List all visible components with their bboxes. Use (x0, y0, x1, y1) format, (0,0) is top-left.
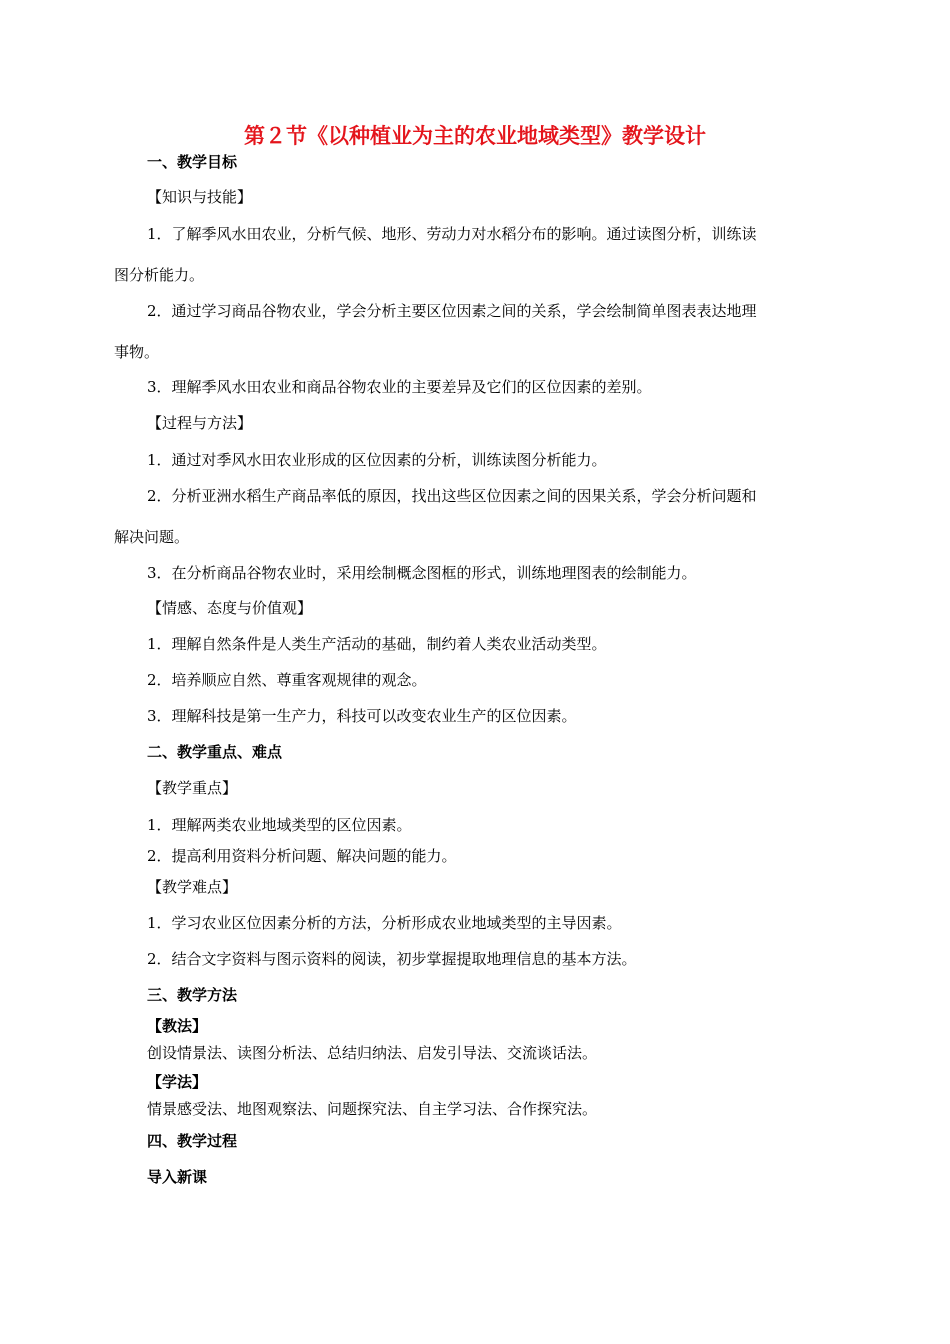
paragraph-learning-methods: 情景感受法、地图观察法、问题探究法、自主学习法、合作探究法。 (147, 1100, 598, 1118)
paragraph-difficult-1: 1．学习农业区位因素分析的方法，分析形成农业地域类型的主导因素。 (147, 914, 622, 932)
subheading-key-points: 【教学重点】 (147, 779, 238, 797)
paragraph-difficult-2: 2．结合文字资料与图示资料的阅读，初步掌握提取地理信息的基本方法。 (147, 950, 637, 968)
paragraph-knowledge-3: 3．理解季风水田农业和商品谷物农业的主要差异及它们的区位因素的差别。 (147, 378, 652, 396)
subheading-intro: 导入新课 (147, 1168, 208, 1186)
paragraph-knowledge-1-cont: 图分析能力。 (114, 266, 205, 284)
paragraph-key-1: 1．理解两类农业地域类型的区位因素。 (147, 816, 412, 834)
subheading-process-methods: 【过程与方法】 (147, 414, 253, 432)
paragraph-knowledge-2-cont: 事物。 (114, 343, 160, 361)
paragraph-process-3: 3．在分析商品谷物农业时，采用绘制概念图框的形式，训练地理图表的绘制能力。 (147, 564, 697, 582)
paragraph-emotion-3: 3．理解科技是第一生产力，科技可以改变农业生产的区位因素。 (147, 707, 577, 725)
paragraph-emotion-2: 2．培养顺应自然、尊重客观规律的观念。 (147, 671, 427, 689)
subheading-difficult-points: 【教学难点】 (147, 878, 238, 896)
subheading-learning-methods: 【学法】 (147, 1073, 208, 1091)
paragraph-knowledge-1: 1．了解季风水田农业，分析气候、地形、劳动力对水稻分布的影响。通过读图分析，训练读 (147, 225, 757, 243)
subheading-knowledge-skills: 【知识与技能】 (147, 188, 253, 206)
paragraph-teaching-methods: 创设情景法、读图分析法、总结归纳法、启发引导法、交流谈话法。 (147, 1044, 598, 1062)
section-heading-key-difficult: 二、教学重点、难点 (147, 743, 283, 761)
section-heading-methods: 三、教学方法 (147, 986, 238, 1004)
section-heading-objectives: 一、教学目标 (147, 153, 238, 171)
paragraph-key-2: 2．提高利用资料分析问题、解决问题的能力。 (147, 847, 457, 865)
paragraph-emotion-1: 1．理解自然条件是人类生产活动的基础，制约着人类农业活动类型。 (147, 635, 607, 653)
document-title: 第２节《以种植业为主的农业地域类型》教学设计 (244, 124, 706, 148)
paragraph-process-2: 2．分析亚洲水稻生产商品率低的原因，找出这些区位因素之间的因果关系，学会分析问题和 (147, 487, 757, 505)
paragraph-process-2-cont: 解决问题。 (114, 528, 190, 546)
paragraph-knowledge-2: 2．通过学习商品谷物农业，学会分析主要区位因素之间的关系，学会绘制简单图表表达地理 (147, 302, 757, 320)
subheading-emotion-values: 【情感、态度与价值观】 (147, 599, 313, 617)
subheading-teaching-methods: 【教法】 (147, 1017, 208, 1035)
paragraph-process-1: 1．通过对季风水田农业形成的区位因素的分析，训练读图分析能力。 (147, 451, 607, 469)
section-heading-process: 四、教学过程 (147, 1132, 238, 1150)
